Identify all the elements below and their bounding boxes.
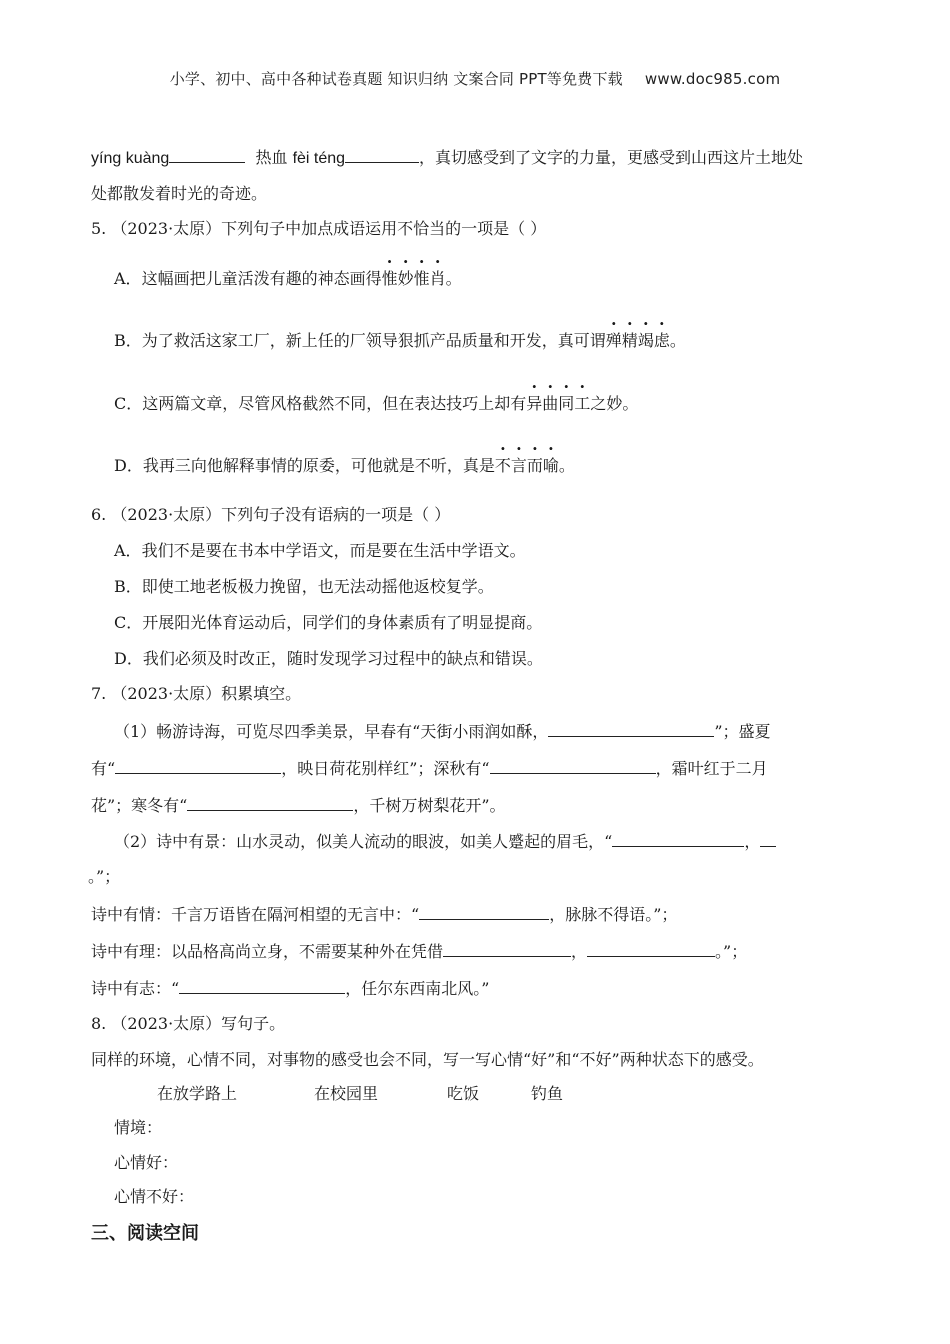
intro-tail: ，真切感受到了文字的力量，更感受到山西这片土地处 bbox=[419, 148, 804, 167]
q6-option-c bbox=[114, 612, 542, 634]
q7-p1-line-1 bbox=[114, 720, 771, 743]
emphasized-idiom-char: 曲 bbox=[542, 394, 559, 413]
emphasized-idiom-char: 而 bbox=[526, 456, 543, 475]
q7-p1-line-3 bbox=[91, 794, 506, 817]
option-text: 我们不是要在书本中学语文，而是要在生活中学语文。 bbox=[141, 541, 526, 560]
q8-situation-label: 情境： bbox=[114, 1118, 163, 1137]
q7-text: ，霜叶红于二月 bbox=[655, 759, 768, 778]
option-label: D． bbox=[114, 649, 143, 668]
q7-emotion-line bbox=[91, 903, 677, 926]
q7-text: 。”； bbox=[715, 942, 748, 961]
q5-option-b bbox=[114, 330, 686, 352]
intro-blank-1[interactable] bbox=[169, 146, 245, 163]
option-label: B． bbox=[114, 577, 142, 596]
q7-text: ，千树万树梨花开”。 bbox=[353, 796, 506, 815]
q7-text: （1）畅游诗海，可览尽四季美景，早春有“天街小雨润如酥， bbox=[114, 722, 549, 741]
option-label: C． bbox=[114, 613, 143, 632]
q8-good-mood-label: 心情好： bbox=[114, 1153, 179, 1172]
emphasized-idiom-char: 工 bbox=[574, 394, 591, 413]
q6-option-b bbox=[114, 576, 494, 598]
emphasized-idiom-char: 同 bbox=[558, 394, 575, 413]
q7-text: （2）诗中有景：山水灵动，似美人流动的眼波，如美人蹙起的眉毛，“ bbox=[114, 832, 613, 851]
intro-line-2: 处都散发着时光的奇迹。 bbox=[91, 184, 268, 203]
option-text-before: 这两篇文章，尽管风格截然不同，但在表达技巧上却有 bbox=[142, 394, 527, 413]
q6-option-a bbox=[114, 540, 526, 562]
q7-blank-reason-1[interactable] bbox=[443, 940, 571, 957]
q7-text: 有“ bbox=[91, 759, 116, 778]
option-label: C． bbox=[114, 394, 143, 413]
intro-pinyin-1: yíng kuàng bbox=[91, 150, 170, 167]
q8-description: 同样的环境，心情不同，对事物的感受也会不同，写一写心情“好”和“不好”两种状态下的感受。 bbox=[91, 1050, 764, 1069]
q5-option-c bbox=[114, 393, 638, 415]
q6-stem: 6. （2023·太原）下列句子没有语病的一项是（ ） bbox=[91, 505, 451, 524]
emphasized-idiom-char: 异 bbox=[526, 394, 543, 413]
intro-pinyin-2: fèi téng bbox=[292, 150, 346, 167]
page-header bbox=[0, 68, 950, 89]
q7-blank-emotion[interactable] bbox=[419, 903, 549, 920]
q7-blank-ambition[interactable] bbox=[179, 977, 345, 994]
option-label: B． bbox=[114, 331, 142, 350]
q7-blank-reason-2[interactable] bbox=[587, 940, 715, 957]
header-left-text: 小学、初中、高中各种试卷真题 知识归纳 文案合同 PPT等免费下载 bbox=[169, 70, 623, 88]
option-text-before: 为了救活这家工厂，新上任的厂领导狠抓产品质量和开发，真可谓 bbox=[141, 331, 606, 350]
q7-p2-line-2: 。”； bbox=[88, 867, 121, 886]
q7-blank-scene-2[interactable] bbox=[760, 830, 776, 847]
q7-blank-autumn[interactable] bbox=[490, 757, 656, 774]
intro-word-1: 热血 bbox=[255, 148, 288, 167]
q7-blank-winter[interactable] bbox=[187, 794, 353, 811]
q8-word-4: 钓鱼 bbox=[531, 1084, 564, 1103]
q5-option-a bbox=[114, 268, 462, 290]
q6-option-d bbox=[114, 648, 543, 670]
option-text-after: 之妙。 bbox=[590, 394, 639, 413]
q7-text: ， bbox=[744, 832, 761, 851]
emphasized-idiom-char: 虑 bbox=[653, 331, 670, 350]
q7-reason-line bbox=[91, 940, 747, 963]
intro-blank-2[interactable] bbox=[345, 146, 419, 163]
q5-option-d bbox=[114, 455, 575, 477]
section-heading-reading: 三、阅读空间 bbox=[91, 1223, 199, 1244]
option-text-after: 。 bbox=[669, 331, 686, 350]
q8-bad-mood-label: 心情不好： bbox=[114, 1187, 195, 1206]
option-label: A． bbox=[114, 541, 142, 560]
emphasized-idiom-char: 惟 bbox=[413, 269, 430, 288]
q7-p1-line-2 bbox=[91, 757, 768, 780]
emphasized-idiom-char: 喻 bbox=[542, 456, 559, 475]
emphasized-idiom-char: 殚 bbox=[605, 331, 622, 350]
option-text-after: 。 bbox=[445, 269, 462, 288]
emphasized-idiom-char: 竭 bbox=[637, 331, 654, 350]
q7-text: ”；盛夏 bbox=[714, 722, 771, 741]
header-url: www.doc985.com bbox=[644, 70, 781, 88]
emphasized-idiom-char: 妙 bbox=[397, 269, 414, 288]
q7-ambition-line bbox=[91, 977, 489, 1000]
option-text: 即使工地老板极力挽留，也无法动摇他返校复学。 bbox=[141, 577, 494, 596]
q7-text: 诗中有情：千言万语皆在隔河相望的无言中：“ bbox=[91, 905, 420, 924]
option-text: 开展阳光体育运动后，同学们的身体素质有了明显提商。 bbox=[142, 613, 543, 632]
emphasized-idiom-char: 惟 bbox=[381, 269, 398, 288]
emphasized-idiom-char: 精 bbox=[621, 331, 638, 350]
q7-text: ， bbox=[571, 942, 588, 961]
q8-word-1: 在放学路上 bbox=[157, 1084, 238, 1103]
emphasized-idiom-char: 言 bbox=[510, 456, 527, 475]
q7-text: 诗中有理：以品格高尚立身，不需要某种外在凭借 bbox=[91, 942, 444, 961]
option-label: A． bbox=[114, 269, 142, 288]
option-text-before: 我再三向他解释事情的原委，可他就是不听，真是 bbox=[142, 456, 495, 475]
q7-blank-summer[interactable] bbox=[115, 757, 281, 774]
q5-stem: 5. （2023·太原）下列句子中加点成语运用不恰当的一项是（ ） bbox=[91, 219, 547, 238]
q8-word-2: 在校园里 bbox=[314, 1084, 379, 1103]
q7-blank-spring[interactable] bbox=[548, 720, 714, 737]
option-text: 我们必须及时改正，随时发现学习过程中的缺点和错误。 bbox=[142, 649, 543, 668]
q7-stem: 7. （2023·太原）积累填空。 bbox=[91, 684, 302, 703]
emphasized-idiom-char: 不 bbox=[494, 456, 511, 475]
q7-blank-scene-1[interactable] bbox=[612, 830, 744, 847]
q7-text: ，映日荷花别样红”；深秋有“ bbox=[281, 759, 490, 778]
q7-text: 诗中有志：“ bbox=[91, 979, 180, 998]
q8-stem: 8. （2023·太原）写句子。 bbox=[91, 1014, 286, 1033]
q7-p2-line-1 bbox=[114, 830, 776, 853]
option-label: D． bbox=[114, 456, 143, 475]
option-text-before: 这幅画把儿童活泼有趣的神态画得 bbox=[141, 269, 382, 288]
emphasized-idiom-char: 肖 bbox=[429, 269, 446, 288]
q7-text: 花”；寒冬有“ bbox=[91, 796, 188, 815]
intro-line-1 bbox=[91, 146, 803, 170]
q8-word-3: 吃饭 bbox=[447, 1084, 480, 1103]
option-text-after: 。 bbox=[558, 456, 575, 475]
q7-text: ，脉脉不得语。”； bbox=[549, 905, 678, 924]
q7-text: ，任尔东西南北风。” bbox=[345, 979, 490, 998]
